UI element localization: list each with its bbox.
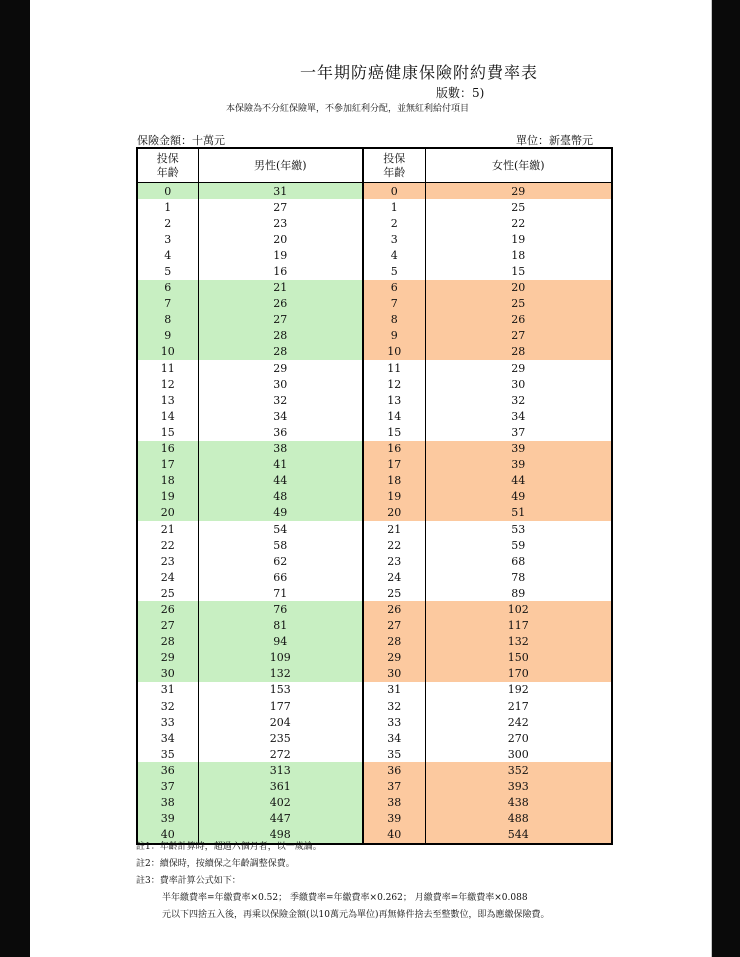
female-premium-cell: 393 <box>425 778 612 794</box>
table-row <box>137 408 612 424</box>
age-cell: 25 <box>363 585 425 601</box>
age-cell: 0 <box>137 183 198 200</box>
female-premium-cell: 132 <box>425 634 612 650</box>
age-cell: 20 <box>137 505 198 521</box>
male-premium-cell: 76 <box>198 601 363 617</box>
table-row <box>137 811 612 827</box>
table-row <box>137 505 612 521</box>
age-cell: 8 <box>137 312 198 328</box>
header-female-premium: 女性(年繳) <box>425 148 612 183</box>
sum-insured-label: 保險金額：十萬元 <box>137 134 225 147</box>
female-premium-cell: 22 <box>425 215 612 231</box>
female-premium-cell: 300 <box>425 746 612 762</box>
female-premium-cell: 53 <box>425 521 612 537</box>
female-premium-cell: 59 <box>425 537 612 553</box>
footnote-rounding: 元以下四捨五入後，再乘以保險金額(以10萬元為單位)再無條件捨去至整數位，即為應繳保險費。 <box>162 910 550 920</box>
age-cell: 7 <box>363 296 425 312</box>
female-premium-cell: 544 <box>425 827 612 844</box>
scan-edge-left <box>0 0 30 957</box>
age-cell: 13 <box>160 393 175 407</box>
female-premium-cell: 37 <box>425 424 612 440</box>
age-cell: 38 <box>363 795 425 811</box>
age-cell: 28 <box>137 634 198 650</box>
female-premium-cell: 25 <box>425 199 612 215</box>
table-row <box>137 778 612 794</box>
age-cell: 25 <box>160 586 175 600</box>
age-cell: 34 <box>160 731 175 745</box>
age-cell: 2 <box>363 215 425 231</box>
female-premium-cell: 28 <box>425 344 612 360</box>
age-cell: 16 <box>137 441 198 457</box>
age-cell: 27 <box>363 618 425 634</box>
footnotes <box>136 839 549 924</box>
age-cell: 14 <box>363 408 425 424</box>
female-premium-cell: 20 <box>425 280 612 296</box>
male-premium-cell: 34 <box>198 408 363 424</box>
female-premium-cell: 18 <box>425 247 612 263</box>
male-premium-cell: 58 <box>198 537 363 553</box>
female-premium-cell: 25 <box>425 296 612 312</box>
age-cell: 23 <box>160 554 175 568</box>
male-premium-cell: 32 <box>198 392 363 408</box>
currency-unit-label: 單位：新臺幣元 <box>516 134 593 147</box>
document-title: 一年期防癌健康保險附約費率表 <box>300 63 539 82</box>
female-premium-cell: 49 <box>425 489 612 505</box>
table-row <box>137 730 612 746</box>
age-cell: 26 <box>363 601 425 617</box>
male-premium-cell: 28 <box>198 328 363 344</box>
table-row <box>137 199 612 215</box>
table-row <box>137 312 612 328</box>
age-cell: 36 <box>137 762 198 778</box>
male-premium-cell: 49 <box>198 505 363 521</box>
female-premium-cell: 270 <box>425 730 612 746</box>
female-premium-cell: 438 <box>425 795 612 811</box>
male-premium-cell: 48 <box>198 489 363 505</box>
age-cell: 19 <box>137 489 198 505</box>
age-cell: 5 <box>363 263 425 279</box>
table-row <box>137 698 612 714</box>
age-cell: 3 <box>363 231 425 247</box>
female-premium-cell: 117 <box>425 618 612 634</box>
male-premium-cell: 177 <box>198 698 363 714</box>
age-cell: 2 <box>164 216 172 230</box>
dividend-note: 本保險為不分紅保險單，不參加紅利分配，並無紅利給付項目 <box>226 104 470 114</box>
female-premium-cell: 89 <box>425 585 612 601</box>
female-premium-cell: 32 <box>425 392 612 408</box>
scan-edge-line <box>711 0 712 957</box>
age-cell: 15 <box>363 424 425 440</box>
age-cell: 13 <box>363 392 425 408</box>
age-cell: 40 <box>137 827 198 844</box>
table-row <box>137 457 612 473</box>
age-cell: 11 <box>160 361 175 375</box>
table-row <box>137 762 612 778</box>
table-row <box>137 263 612 279</box>
age-cell: 28 <box>363 634 425 650</box>
male-premium-cell: 81 <box>198 618 363 634</box>
header-age-male: 投保 年齡 <box>137 148 198 183</box>
age-cell: 23 <box>363 553 425 569</box>
table-row <box>137 746 612 762</box>
age-cell: 39 <box>363 811 425 827</box>
table-row <box>137 601 612 617</box>
footnote-2: 註2：續保時，按續保之年齡調整保費。 <box>136 859 295 869</box>
age-cell: 22 <box>363 537 425 553</box>
age-cell: 26 <box>137 601 198 617</box>
table-row <box>137 441 612 457</box>
age-cell: 4 <box>164 248 172 262</box>
female-premium-cell: 170 <box>425 666 612 682</box>
table-row <box>137 569 612 585</box>
age-cell: 5 <box>164 265 172 279</box>
table-row <box>137 247 612 263</box>
male-premium-cell: 132 <box>198 666 363 682</box>
table-row <box>137 634 612 650</box>
male-premium-cell: 109 <box>198 650 363 666</box>
age-cell: 17 <box>137 457 198 473</box>
age-cell: 36 <box>363 762 425 778</box>
male-premium-cell: 16 <box>198 263 363 279</box>
male-premium-cell: 28 <box>198 344 363 360</box>
table-row <box>137 392 612 408</box>
age-cell: 18 <box>363 473 425 489</box>
age-cell: 39 <box>137 811 198 827</box>
male-premium-cell: 20 <box>198 231 363 247</box>
table-row <box>137 231 612 247</box>
version-label: 版數：5) <box>436 86 485 100</box>
age-cell: 9 <box>363 328 425 344</box>
age-cell: 32 <box>363 698 425 714</box>
age-cell: 10 <box>137 344 198 360</box>
male-premium-cell: 402 <box>198 795 363 811</box>
male-premium-cell: 26 <box>198 296 363 312</box>
female-premium-cell: 19 <box>425 231 612 247</box>
female-premium-cell: 78 <box>425 569 612 585</box>
age-cell: 29 <box>363 650 425 666</box>
male-premium-cell: 235 <box>198 730 363 746</box>
age-cell: 35 <box>160 747 175 761</box>
female-premium-cell: 44 <box>425 473 612 489</box>
male-premium-cell: 153 <box>198 682 363 698</box>
age-cell: 9 <box>137 328 198 344</box>
female-premium-cell: 102 <box>425 601 612 617</box>
age-cell: 16 <box>363 441 425 457</box>
age-cell: 30 <box>363 666 425 682</box>
male-premium-cell: 19 <box>198 247 363 263</box>
age-cell: 33 <box>363 714 425 730</box>
table-row <box>137 666 612 682</box>
table-row <box>137 215 612 231</box>
age-cell: 35 <box>363 746 425 762</box>
male-premium-cell: 71 <box>198 585 363 601</box>
female-premium-cell: 15 <box>425 263 612 279</box>
table-row <box>137 328 612 344</box>
age-cell: 40 <box>363 827 425 844</box>
age-cell: 12 <box>160 377 175 391</box>
male-premium-cell: 94 <box>198 634 363 650</box>
premium-rate-table <box>136 147 613 845</box>
female-premium-cell: 217 <box>425 698 612 714</box>
age-cell: 14 <box>160 409 175 423</box>
age-cell: 17 <box>363 457 425 473</box>
footnote-1: 註1：年齡計算時，超過六個月者，以一歲論。 <box>136 842 322 852</box>
male-premium-cell: 204 <box>198 714 363 730</box>
header-male-premium: 男性(年繳) <box>198 148 363 183</box>
table-row <box>137 537 612 553</box>
female-premium-cell: 68 <box>425 553 612 569</box>
footnote-formula: 半年繳費率=年繳費率×0.52； 季繳費率=年繳費率×0.262； 月繳費率=年繳費率×0.088 <box>162 893 528 903</box>
male-premium-cell: 31 <box>198 183 363 200</box>
age-cell: 38 <box>137 795 198 811</box>
age-cell: 6 <box>137 280 198 296</box>
male-premium-cell: 447 <box>198 811 363 827</box>
table-row <box>137 376 612 392</box>
table-header-row <box>137 148 612 183</box>
female-premium-cell: 150 <box>425 650 612 666</box>
age-cell: 1 <box>363 199 425 215</box>
table-row <box>137 424 612 440</box>
age-cell: 8 <box>363 312 425 328</box>
footnote-3: 註3：費率計算公式如下： <box>136 876 241 886</box>
age-cell: 24 <box>363 569 425 585</box>
female-premium-cell: 30 <box>425 376 612 392</box>
male-premium-cell: 29 <box>198 360 363 376</box>
male-premium-cell: 361 <box>198 778 363 794</box>
age-cell: 22 <box>160 538 175 552</box>
female-premium-cell: 488 <box>425 811 612 827</box>
female-premium-cell: 26 <box>425 312 612 328</box>
age-cell: 4 <box>363 247 425 263</box>
table-row <box>137 585 612 601</box>
scan-edge-right <box>712 0 740 957</box>
male-premium-cell: 41 <box>198 457 363 473</box>
age-cell: 7 <box>137 296 198 312</box>
male-premium-cell: 313 <box>198 762 363 778</box>
table-row <box>137 714 612 730</box>
table-row <box>137 183 612 200</box>
male-premium-cell: 272 <box>198 746 363 762</box>
age-cell: 31 <box>160 683 175 697</box>
age-cell: 37 <box>137 778 198 794</box>
age-cell: 27 <box>137 618 198 634</box>
table-row <box>137 553 612 569</box>
table-row <box>137 521 612 537</box>
age-cell: 11 <box>363 360 425 376</box>
female-premium-cell: 34 <box>425 408 612 424</box>
male-premium-cell: 44 <box>198 473 363 489</box>
table-row <box>137 360 612 376</box>
table-row <box>137 296 612 312</box>
table-row <box>137 473 612 489</box>
table-row <box>137 618 612 634</box>
male-premium-cell: 27 <box>198 199 363 215</box>
table-row <box>137 682 612 698</box>
male-premium-cell: 36 <box>198 424 363 440</box>
age-cell: 29 <box>137 650 198 666</box>
age-cell: 3 <box>164 232 172 246</box>
female-premium-cell: 39 <box>425 457 612 473</box>
age-cell: 31 <box>363 682 425 698</box>
age-cell: 24 <box>160 570 175 584</box>
age-cell: 21 <box>160 522 175 536</box>
table-row <box>137 280 612 296</box>
age-cell: 21 <box>363 521 425 537</box>
age-cell: 0 <box>363 183 425 200</box>
female-premium-cell: 192 <box>425 682 612 698</box>
male-premium-cell: 38 <box>198 441 363 457</box>
age-cell: 34 <box>363 730 425 746</box>
male-premium-cell: 30 <box>198 376 363 392</box>
age-cell: 30 <box>137 666 198 682</box>
male-premium-cell: 23 <box>198 215 363 231</box>
age-cell: 10 <box>363 344 425 360</box>
age-cell: 32 <box>160 699 175 713</box>
female-premium-cell: 242 <box>425 714 612 730</box>
male-premium-cell: 21 <box>198 280 363 296</box>
female-premium-cell: 29 <box>425 183 612 200</box>
age-cell: 19 <box>363 489 425 505</box>
male-premium-cell: 27 <box>198 312 363 328</box>
age-cell: 33 <box>160 715 175 729</box>
age-cell: 20 <box>363 505 425 521</box>
age-cell: 6 <box>363 280 425 296</box>
female-premium-cell: 51 <box>425 505 612 521</box>
female-premium-cell: 352 <box>425 762 612 778</box>
female-premium-cell: 29 <box>425 360 612 376</box>
table-row <box>137 344 612 360</box>
male-premium-cell: 498 <box>198 827 363 844</box>
table-row <box>137 795 612 811</box>
table-row <box>137 650 612 666</box>
female-premium-cell: 39 <box>425 441 612 457</box>
age-cell: 18 <box>137 473 198 489</box>
male-premium-cell: 62 <box>198 553 363 569</box>
female-premium-cell: 27 <box>425 328 612 344</box>
header-age-female: 投保 年齡 <box>363 148 425 183</box>
age-cell: 15 <box>160 425 175 439</box>
male-premium-cell: 54 <box>198 521 363 537</box>
male-premium-cell: 66 <box>198 569 363 585</box>
age-cell: 37 <box>363 778 425 794</box>
age-cell: 12 <box>363 376 425 392</box>
age-cell: 1 <box>164 200 172 214</box>
table-row <box>137 489 612 505</box>
